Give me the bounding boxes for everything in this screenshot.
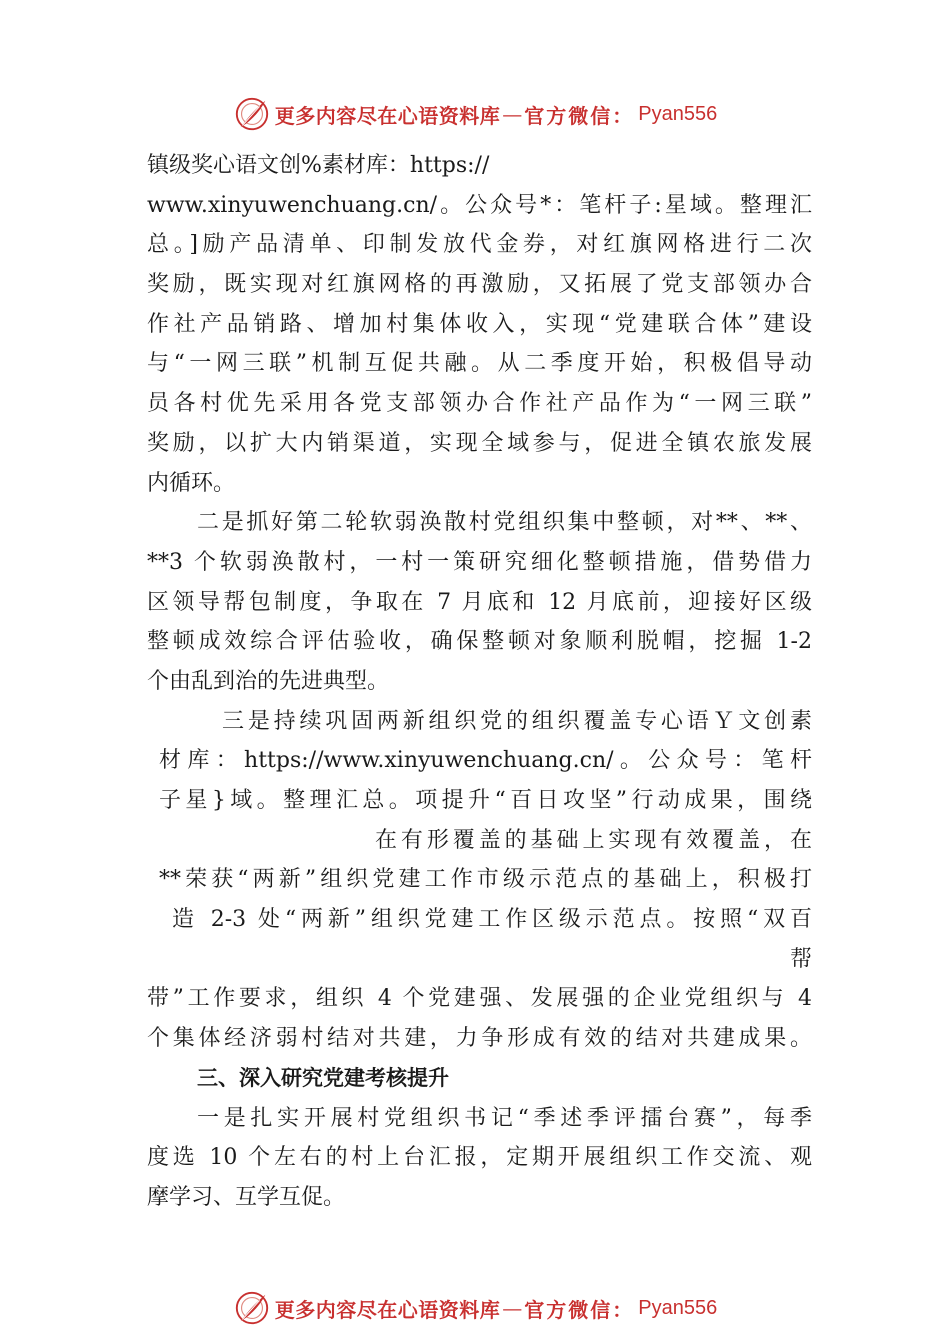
text-line: 总。]励产品清单、印制发放代金券，对红旗网格进行二次 [147,232,812,258]
text-line: 与“一网三联”机制互促共融。从二季度开始，积极倡导动 [147,351,812,377]
feather-seal-icon [233,1289,271,1327]
text-line: 造 2-3 处“两新”组织党建工作区级示范点。按照“双百 [172,907,812,933]
text-line: www.xinyuwenchuang.cn/。公众号*：笔杆子:星域。整理汇 [147,192,812,218]
text-line: **荣获“两新”组织党建工作市级示范点的基础上，积极打 [159,867,812,893]
text-line: 摩学习、互学互促。 [147,1184,346,1210]
text-line: 内循环。 [147,470,236,496]
banner-wechat-label: 官方微信： [524,1297,635,1322]
banner-title: 更多内容尽在心语资料库 [274,1297,501,1322]
document-body [147,146,812,1218]
text-line: 区领导帮包制度，争取在 7 月底和 12 月底前，迎接好区级 [147,589,812,615]
text-line: 镇级奖心语文创%素材库：https:// [147,153,490,178]
text-line: 二是抓好第二轮软弱涣散村党组织集中整顿，对**、**、 [197,510,812,536]
feather-seal-icon [233,95,271,133]
text-line: 整顿成效综合评估验收，确保整顿对象顺利脱帽，挖掘 1-2 [147,629,812,655]
text-line: 材库：https://www.xinyuwenchuang.cn/。公众号：笔杆 [159,748,812,774]
text-line: 奖励，既实现对红旗网格的再激励，又拓展了党支部领办合 [147,272,812,298]
text-line: 员各村优先采用各党支部领办合作社产品作为“一网三联” [147,391,812,417]
text-line: 帮 [789,946,812,972]
text-line: 子星}域。整理汇总。项提升“百日攻坚”行动成果，围绕 [159,788,812,813]
text-line: 作社产品销路、增加村集体收入，实现“党建联合体”建设 [147,311,812,337]
text-line: 带”工作要求，组织 4 个党建强、发展强的企业党组织与 4 [147,986,812,1012]
section-heading: 三、深入研究党建考核提升 [197,1065,449,1090]
banner-dash: — [502,1296,523,1320]
text-line: 奖励，以扩大内销渠道，实现全域参与，促进全镇农旅发展 [147,430,812,456]
text-line: 度选 10 个左右的村上台汇报，定期开展组织工作交流、观 [147,1145,812,1171]
banner-dash: — [502,102,523,126]
banner-wechat-id: Pyan556 [638,102,718,125]
text-line: 一是扎实开展村党组织书记“季述季评擂台赛”，每季 [197,1105,812,1131]
header-banner [0,94,950,134]
banner-wechat-id: Pyan556 [638,1296,718,1319]
banner-wechat-label: 官方微信： [524,103,635,128]
text-line: 在有形覆盖的基础上实现有效覆盖，在 [375,827,812,853]
text-line: **3 个软弱涣散村，一村一策研究细化整顿措施，借势借力 [147,549,812,575]
text-line: 个由乱到治的先进典型。 [147,668,390,694]
text-line: 个集体经济弱村结对共建，力争形成有效的结对共建成果。 [147,1026,812,1052]
banner-title: 更多内容尽在心语资料库 [274,103,501,128]
text-line: 三是持续巩固两新组织党的组织覆盖专心语Ｙ文创素 [222,708,812,734]
footer-banner [0,1288,950,1328]
